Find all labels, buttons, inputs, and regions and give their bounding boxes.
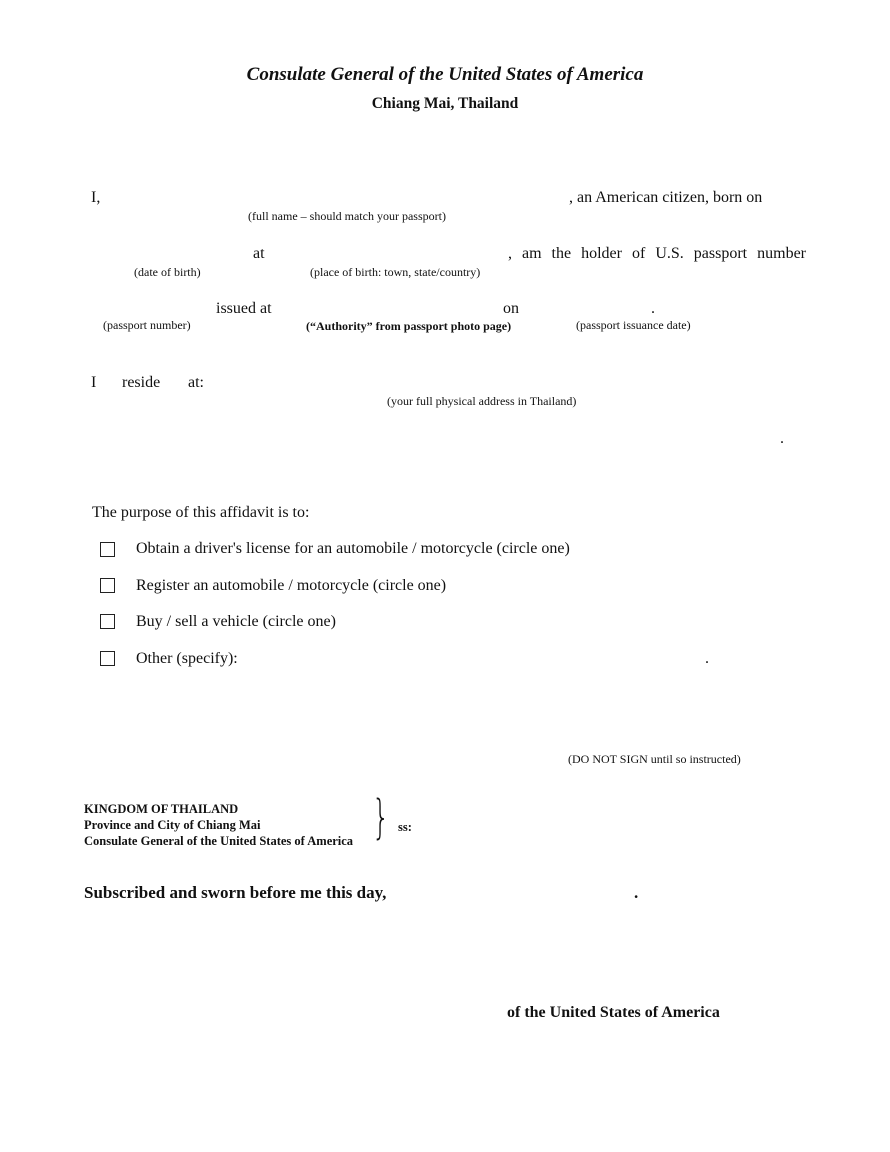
venue-province: Province and City of Chiang Mai [84, 818, 261, 832]
line2-suffix: , am the holder of U.S. passport number [508, 245, 806, 262]
reside-at: at: [188, 374, 204, 391]
line3-period: . [651, 300, 655, 317]
purpose-heading: The purpose of this affidavit is to: [92, 504, 310, 521]
authority-caption: (“Authority” from passport photo page) [306, 319, 512, 333]
purpose-option-buy-sell: Buy / sell a vehicle (circle one) [136, 613, 336, 630]
purpose-option-other: Other (specify): [136, 650, 238, 667]
issuance-date-caption: (passport issuance date) [576, 318, 691, 332]
purpose-checkbox-register[interactable] [100, 578, 115, 593]
passport-number-caption: (passport number) [103, 318, 191, 332]
sworn-statement: Subscribed and sworn before me this day, [84, 883, 387, 902]
purpose-option-drivers-license: Obtain a driver's license for an automobile / motorcycle (circle one) [136, 540, 570, 557]
line1-prefix: I, [91, 189, 101, 206]
address-caption: (your full physical address in Thailand) [387, 394, 577, 408]
venue-consulate: Consulate General of the United States of America [84, 834, 354, 848]
address-period: . [780, 430, 784, 447]
reside-i: I [91, 374, 97, 391]
document-subtitle: Chiang Mai, Thailand [371, 95, 519, 112]
venue-ss: ss: [398, 820, 412, 834]
line2-at: at [253, 245, 265, 262]
pob-caption: (place of birth: town, state/country) [310, 265, 481, 279]
venue-country: KINGDOM OF THAILAND [84, 802, 239, 816]
purpose-checkbox-buy-sell[interactable] [100, 614, 115, 629]
dob-caption: (date of birth) [134, 265, 201, 279]
venue-brace: } [372, 790, 390, 844]
line1-suffix: , an American citizen, born on [569, 189, 763, 206]
signature-caption: (DO NOT SIGN until so instructed) [568, 752, 741, 766]
line3-on: on [503, 300, 519, 317]
officer-title: of the United States of America [507, 1004, 720, 1021]
other-period: . [705, 650, 709, 667]
line3-issued-at: issued at [216, 300, 272, 317]
sworn-period: . [634, 883, 639, 902]
reside-word: reside [122, 374, 161, 391]
purpose-checkbox-other[interactable] [100, 651, 115, 666]
purpose-checkbox-drivers-license[interactable] [100, 542, 115, 557]
full-name-caption: (full name – should match your passport) [248, 209, 446, 223]
document-title: Consulate General of the United States of America [246, 64, 644, 85]
purpose-option-register: Register an automobile / motorcycle (circle one) [136, 577, 447, 594]
